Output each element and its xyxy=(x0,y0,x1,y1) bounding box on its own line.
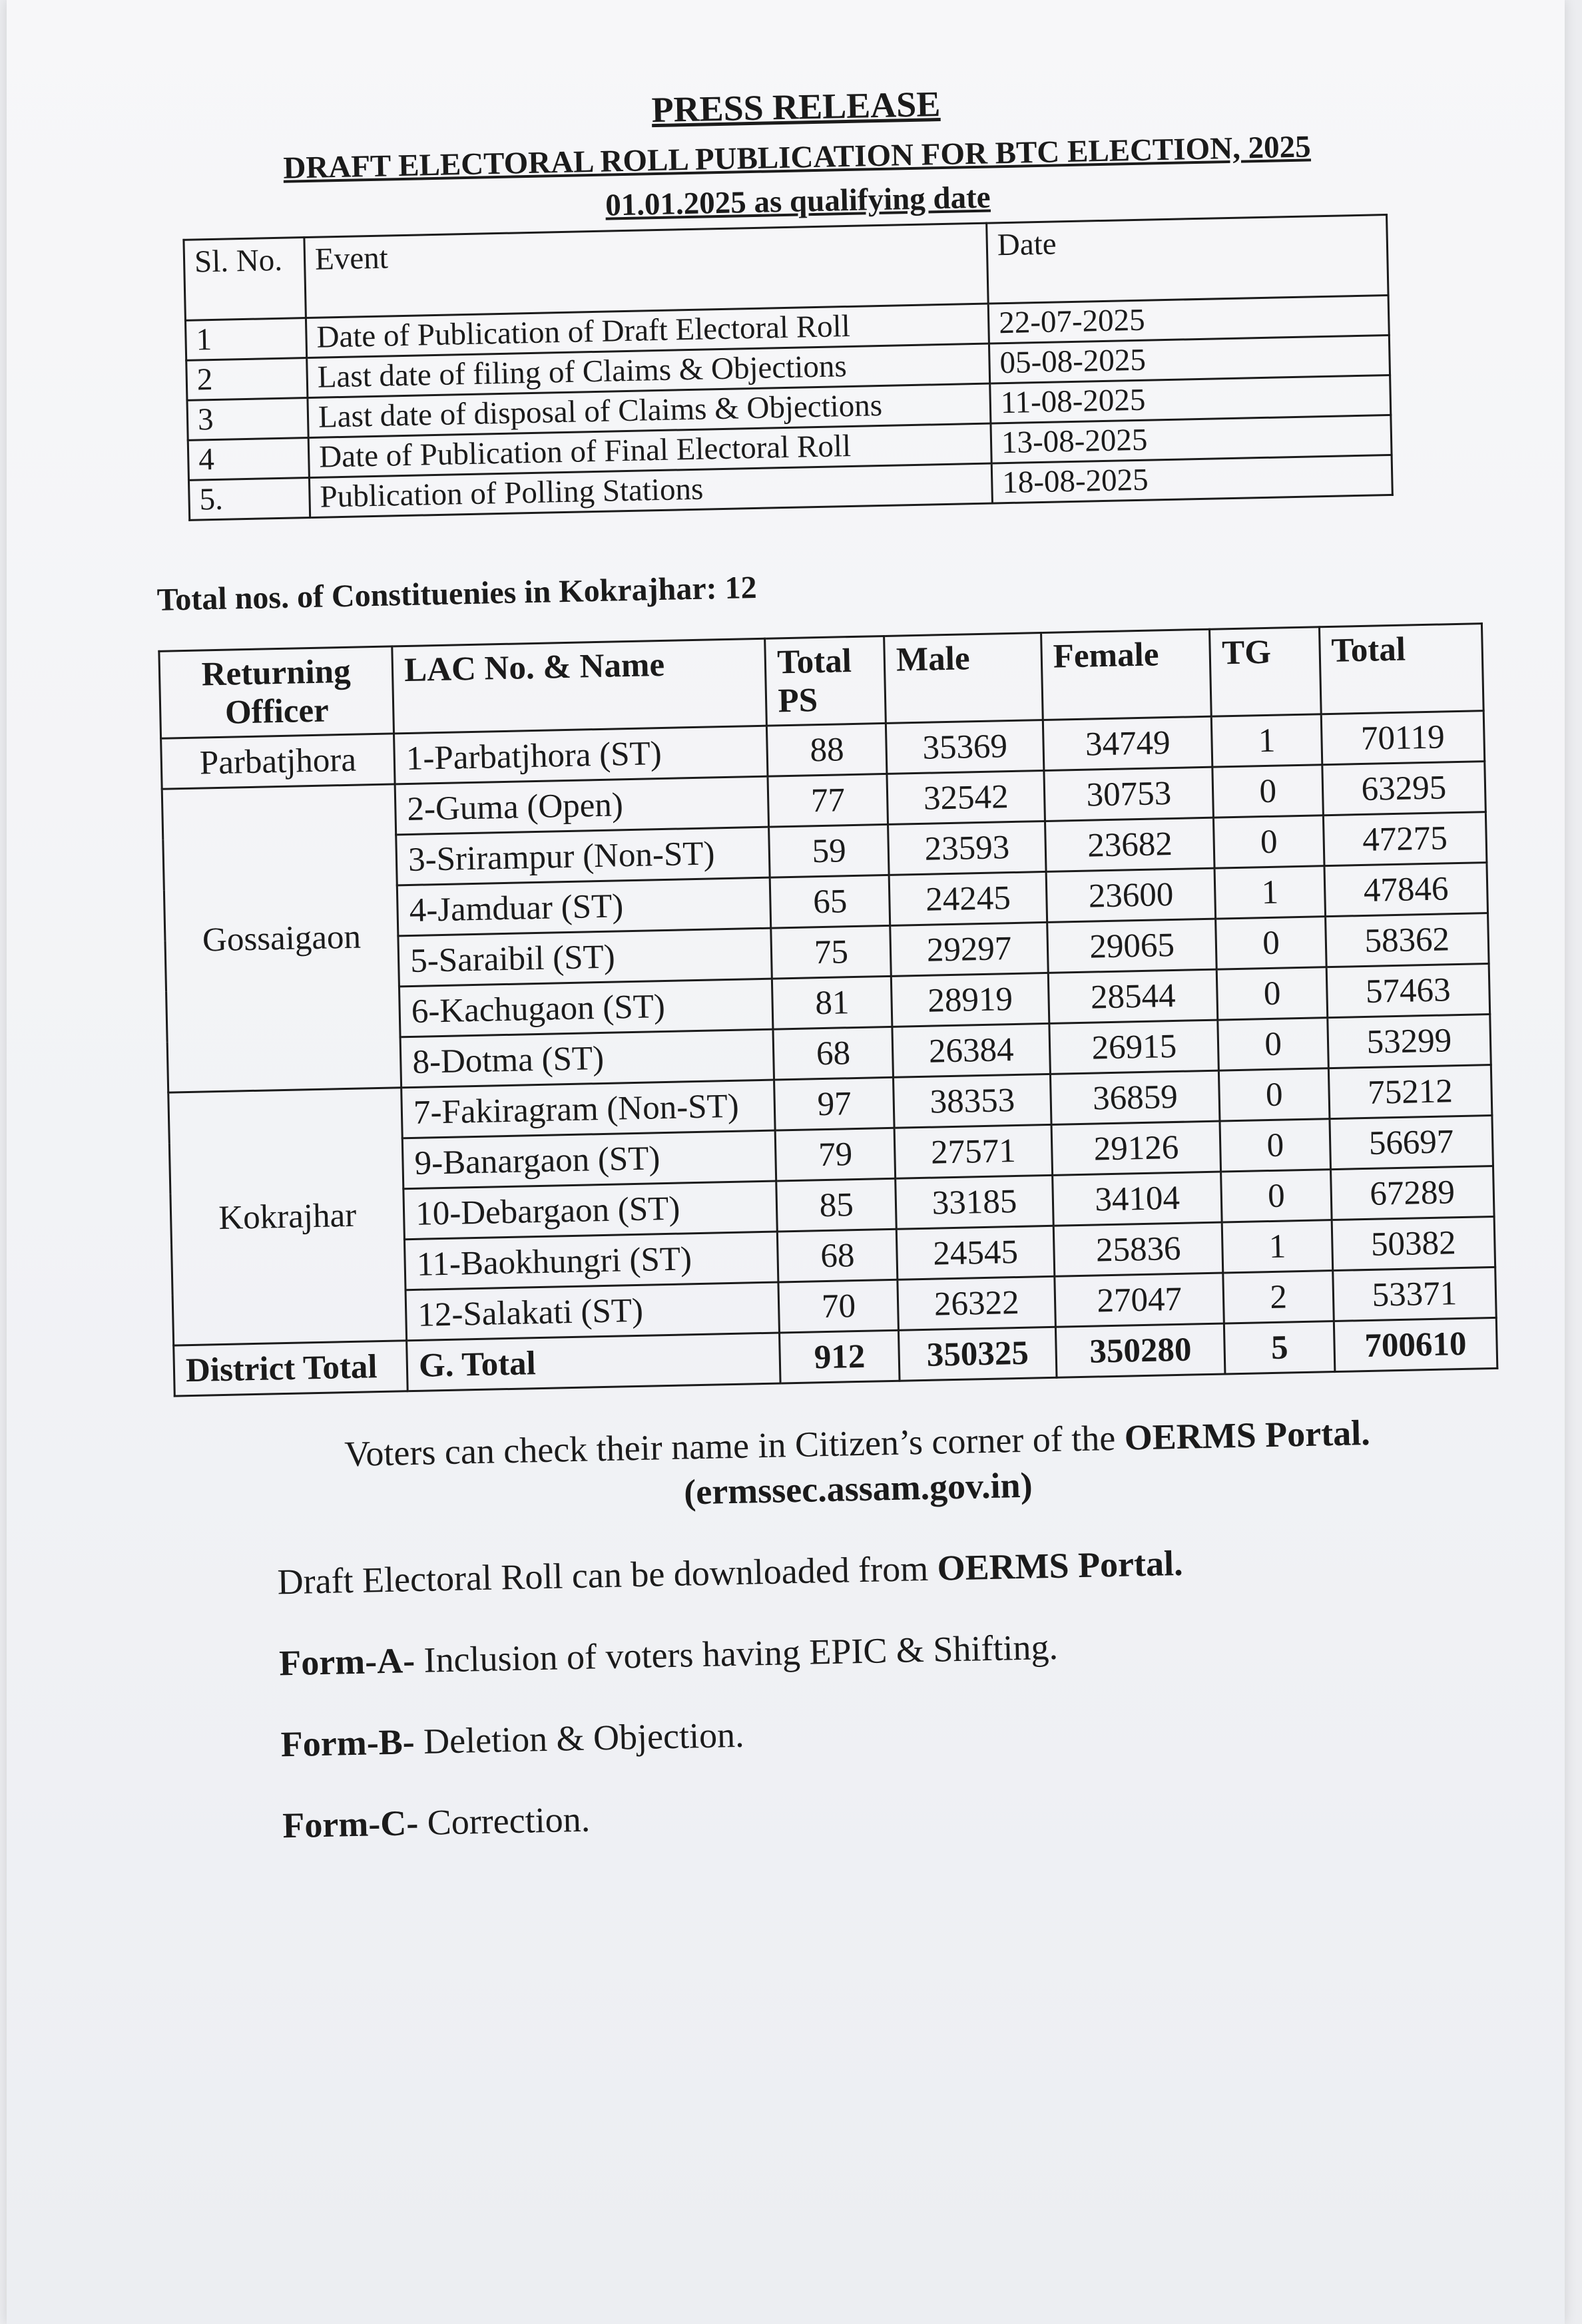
male-count: 26322 xyxy=(898,1276,1055,1330)
col-header-total: Total xyxy=(1319,624,1483,714)
event-date: 18-08-2025 xyxy=(991,455,1392,503)
male-count: 350325 xyxy=(899,1327,1057,1381)
col-header-lac: LAC No. & Name xyxy=(392,638,767,734)
form-description: Inclusion of voters having EPIC & Shifting. xyxy=(423,1626,1059,1680)
returning-officer: Gossaigaon xyxy=(162,784,401,1092)
lac-name: 3-Srirampur (Non-ST) xyxy=(396,827,770,885)
qualifying-date: 01.01.2025 as qualifying date xyxy=(605,180,991,223)
male-count: 29297 xyxy=(890,922,1048,976)
lac-name: 10-Debargaon (ST) xyxy=(403,1181,778,1240)
lac-name: 8-Dotma (ST) xyxy=(400,1029,774,1088)
form-a-line xyxy=(279,1617,1505,1684)
female-count: 23600 xyxy=(1046,868,1216,922)
event-date: 11-08-2025 xyxy=(990,375,1391,423)
female-count: 34104 xyxy=(1053,1172,1222,1226)
download-text: Draft Electoral Roll can be downloaded from xyxy=(277,1548,929,1602)
portal-name: OERMS Portal. xyxy=(936,1542,1184,1588)
lac-name: 6-Kachugaon (ST) xyxy=(399,979,774,1037)
form-name: Form-C- xyxy=(282,1803,419,1846)
female-count: 29126 xyxy=(1051,1121,1221,1175)
tg-count: 0 xyxy=(1218,1018,1328,1070)
total-count: 75212 xyxy=(1328,1065,1492,1119)
constituencies-count: Total nos. of Constituenies in Kokrajhar: 12 xyxy=(156,569,758,618)
total-count: 58362 xyxy=(1325,913,1489,967)
page-subtitle: DRAFT ELECTORAL ROLL PUBLICATION FOR BTC ELECTION, 2025 xyxy=(282,129,1312,186)
lac-name: 4-Jamduar (ST) xyxy=(397,877,771,936)
male-count: 38353 xyxy=(894,1074,1051,1128)
col-header-female: Female xyxy=(1041,629,1212,720)
total-ps: 59 xyxy=(769,824,889,877)
total-ps: 85 xyxy=(776,1178,896,1232)
portal-url: (ermssec.assam.gov.in) xyxy=(683,1465,1033,1512)
total-count: 63295 xyxy=(1322,762,1486,815)
total-ps: 97 xyxy=(774,1077,894,1130)
form-description: Deletion & Objection. xyxy=(423,1714,745,1761)
district-total-label: District Total xyxy=(174,1341,408,1396)
grand-total-label: G. Total xyxy=(407,1333,781,1391)
form-name: Form-A- xyxy=(278,1640,415,1684)
total-ps: 88 xyxy=(767,723,887,776)
tg-count: 1 xyxy=(1222,1220,1333,1273)
col-header-tg: TG xyxy=(1210,627,1321,716)
tg-count: 1 xyxy=(1212,714,1322,767)
col-header-event: Event xyxy=(304,223,988,318)
returning-officer: Parbatjhora xyxy=(161,734,396,789)
total-count: 53299 xyxy=(1328,1015,1491,1068)
event-name: Last date of filing of Claims & Objections xyxy=(307,344,990,397)
event-sl: 2 xyxy=(186,358,308,401)
total-count: 50382 xyxy=(1332,1216,1495,1270)
total-count: 47275 xyxy=(1323,812,1487,866)
event-sl: 4 xyxy=(188,438,309,481)
lac-name: 2-Guma (Open) xyxy=(395,776,769,835)
male-count: 24245 xyxy=(889,871,1047,925)
female-count: 350280 xyxy=(1055,1323,1225,1377)
event-name: Date of Publication of Final Electoral Roll xyxy=(308,423,991,477)
check-name-text: Voters can check their name in Citizen’s corner of the xyxy=(344,1417,1116,1475)
total-count: 67289 xyxy=(1330,1166,1494,1220)
event-sl: 1 xyxy=(185,318,306,361)
tg-count: 0 xyxy=(1220,1119,1330,1172)
col-header-male: Male xyxy=(884,633,1043,724)
portal-name: OERMS Portal. xyxy=(1124,1412,1371,1458)
total-ps: 65 xyxy=(770,875,890,928)
tg-count: 0 xyxy=(1212,765,1323,817)
total-ps: 70 xyxy=(778,1279,898,1333)
event-sl: 3 xyxy=(187,398,308,441)
male-count: 23593 xyxy=(888,821,1046,875)
lac-name: 1-Parbatjhora (ST) xyxy=(394,726,768,784)
total-count: 57463 xyxy=(1326,964,1490,1018)
form-b-line xyxy=(280,1698,1506,1765)
female-count: 29065 xyxy=(1047,919,1217,973)
lac-table xyxy=(158,622,1498,1397)
event-name: Publication of Polling Stations xyxy=(309,463,992,517)
form-name: Form-B- xyxy=(280,1722,415,1765)
female-count: 25836 xyxy=(1053,1222,1223,1276)
male-count: 24545 xyxy=(896,1226,1054,1279)
col-header-total-ps: Total PS xyxy=(765,636,886,726)
male-count: 33185 xyxy=(896,1175,1053,1229)
total-count: 700610 xyxy=(1334,1317,1497,1371)
event-sl: 5. xyxy=(188,478,310,521)
event-name: Date of Publication of Draft Electoral Roll xyxy=(306,304,989,357)
tg-count: 0 xyxy=(1216,917,1326,969)
event-date: 22-07-2025 xyxy=(988,296,1389,344)
tg-count: 0 xyxy=(1219,1068,1330,1121)
male-count: 26384 xyxy=(892,1023,1050,1077)
male-count: 35369 xyxy=(886,720,1044,774)
total-count: 47846 xyxy=(1324,863,1488,917)
total-ps: 79 xyxy=(776,1128,896,1181)
tg-count: 2 xyxy=(1223,1271,1334,1323)
returning-officer: Kokrajhar xyxy=(168,1088,407,1345)
press-release-content xyxy=(146,72,1508,1848)
male-count: 27571 xyxy=(894,1124,1052,1178)
document-page xyxy=(7,0,1565,2324)
total-ps: 912 xyxy=(780,1330,900,1383)
total-ps: 81 xyxy=(772,976,892,1029)
lac-name: 9-Banargaon (ST) xyxy=(402,1130,776,1189)
total-count: 56697 xyxy=(1330,1116,1493,1170)
event-date: 13-08-2025 xyxy=(991,415,1392,463)
female-count: 27047 xyxy=(1055,1273,1224,1327)
download-note xyxy=(277,1536,1503,1603)
event-date: 05-08-2025 xyxy=(989,335,1390,383)
tg-count: 1 xyxy=(1214,866,1325,919)
form-c-line xyxy=(282,1779,1508,1847)
total-ps: 75 xyxy=(771,925,891,979)
male-count: 28919 xyxy=(892,973,1049,1027)
tg-count: 0 xyxy=(1217,967,1328,1020)
col-header-date: Date xyxy=(987,215,1388,304)
page-title: PRESS RELEASE xyxy=(651,84,941,130)
lac-name: 5-Saraibil (ST) xyxy=(398,928,772,987)
lac-name: 11-Baokhungri (ST) xyxy=(405,1232,779,1290)
col-header-returning-officer: Returning Officer xyxy=(159,646,394,738)
female-count: 28544 xyxy=(1048,969,1218,1023)
tg-count: 0 xyxy=(1221,1170,1332,1222)
col-header-sl: Sl. No. xyxy=(184,238,306,321)
tg-count: 5 xyxy=(1224,1321,1335,1374)
form-description: Correction. xyxy=(427,1799,591,1843)
total-count: 53371 xyxy=(1332,1267,1496,1321)
event-name: Last date of disposal of Claims & Objections xyxy=(308,383,991,437)
total-ps: 77 xyxy=(768,774,888,827)
female-count: 30753 xyxy=(1044,767,1214,821)
lac-name: 7-Fakiragram (Non-ST) xyxy=(401,1080,776,1138)
lac-name: 12-Salakati (ST) xyxy=(405,1282,780,1341)
female-count: 36859 xyxy=(1050,1070,1220,1124)
female-count: 26915 xyxy=(1049,1020,1219,1074)
male-count: 32542 xyxy=(887,770,1045,824)
total-ps: 68 xyxy=(778,1229,898,1282)
total-ps: 68 xyxy=(773,1027,893,1080)
notes-section xyxy=(174,1409,1508,1849)
tg-count: 0 xyxy=(1214,815,1324,868)
events-table xyxy=(182,214,1393,521)
female-count: 34749 xyxy=(1043,716,1212,770)
female-count: 23682 xyxy=(1045,817,1214,871)
total-count: 70119 xyxy=(1321,711,1485,765)
